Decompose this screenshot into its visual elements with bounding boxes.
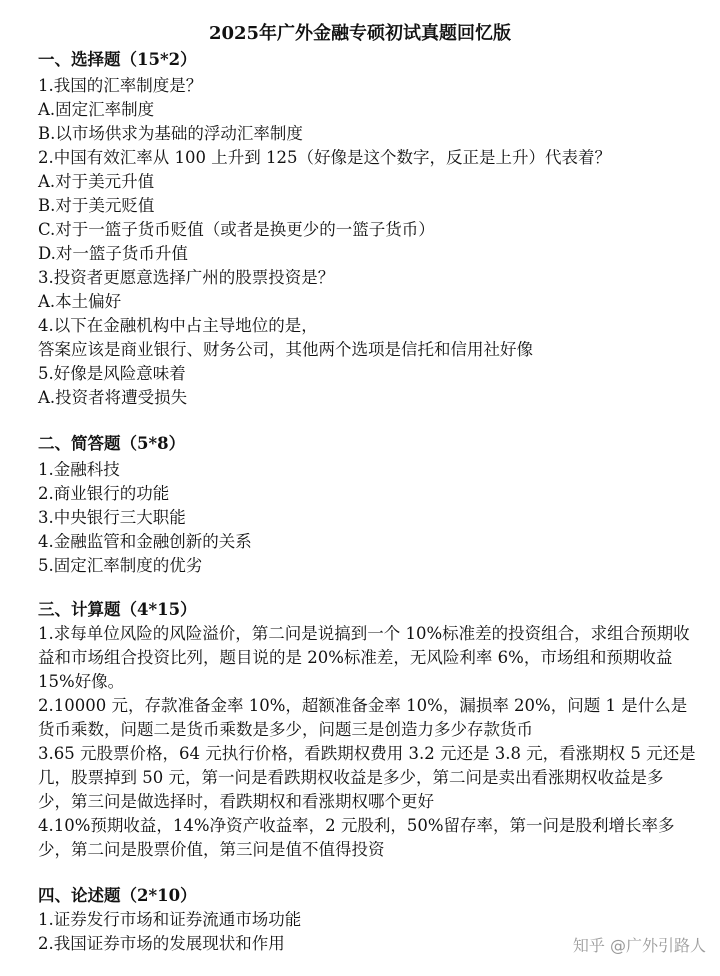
question-line: 3.投资者更愿意选择广州的股票投资是？ bbox=[38, 268, 335, 287]
calc-question: 3.65 元股票价格，64 元执行价格，看跌期权费用 3.2 元还是 3.8 元，看涨期权 5 元还是几，股票掉到 50 元，第一问是看跌期权收益是多少，第二问是卖出看涨期权收益是多少，第三问是做选择时，看跌期权和看涨期权哪个更好 bbox=[38, 744, 696, 811]
calc-question: 4.10%预期收益，14%净资产收益率，2 元股利，50%留存率，第一问是股利增长率多少，第二问是股票价值，第三问是值不值得投资 bbox=[38, 816, 675, 859]
question-line: 1.我国的汇率制度是？ bbox=[38, 76, 203, 95]
answer-line: A.投资者将遭受损失 bbox=[38, 388, 188, 407]
watermark: 知乎 @广外引路人 bbox=[572, 936, 706, 955]
answer-line: D.对一篮子货币升值 bbox=[38, 244, 188, 263]
question-line: 3.中央银行三大职能 bbox=[38, 508, 186, 527]
answer-line: C.对于一篮子货币贬值（或者是换更少的一篮子货币） bbox=[38, 220, 435, 239]
question-line: 2.中国有效汇率从 100 上升到 125（好像是这个数字，反正是上升）代表着？ bbox=[38, 148, 611, 167]
document-title: 2025年广外金融专硕初试真题回忆版 bbox=[208, 23, 512, 44]
question-line: 2.我国证券市场的发展现状和作用 bbox=[38, 934, 285, 953]
question-line: 4.以下在金融机构中占主导地位的是， bbox=[38, 316, 318, 335]
calc-question: 1.求每单位风险的风险溢价，第二问是说搞到一个 10%标准差的投资组合，求组合预期收益和市场组合投资比列，题目说的是 20%标准差，无风险利率 6%，市场组和预期收益 15%好像。 bbox=[38, 624, 690, 691]
section-heading-short: 二、简答题（5*8） bbox=[38, 434, 186, 453]
question-line: 4.金融监管和金融创新的关系 bbox=[38, 532, 252, 551]
answer-line: 答案应该是商业银行、财务公司，其他两个选项是信托和信用社好像 bbox=[38, 340, 533, 359]
answer-line: A.对于美元升值 bbox=[38, 172, 155, 191]
question-line: 5.固定汇率制度的优劣 bbox=[38, 556, 203, 575]
question-line: 2.商业银行的功能 bbox=[38, 484, 170, 503]
answer-line: A.本土偏好 bbox=[38, 292, 122, 311]
section-heading-calc: 三、计算题（4*15） bbox=[38, 600, 197, 619]
answer-line: A.固定汇率制度 bbox=[38, 100, 155, 119]
calc-question: 2.10000 元，存款准备金率 10%，超额准备金率 10%，漏损率 20%，问题 1 是什么是货币乘数，问题二是货币乘数是多少，问题三是创造力多少存款货币 bbox=[38, 696, 688, 739]
section-heading-choice: 一、选择题（15*2） bbox=[38, 50, 197, 69]
question-line: 5.好像是风险意味着 bbox=[38, 364, 186, 383]
question-line: 1.证券发行市场和证券流通市场功能 bbox=[38, 910, 302, 929]
answer-line: B.以市场供求为基础的浮动汇率制度 bbox=[38, 124, 303, 143]
section-heading-essay: 四、论述题（2*10） bbox=[38, 886, 197, 905]
answer-line: B.对于美元贬值 bbox=[38, 196, 155, 215]
question-line: 1.金融科技 bbox=[38, 460, 120, 479]
